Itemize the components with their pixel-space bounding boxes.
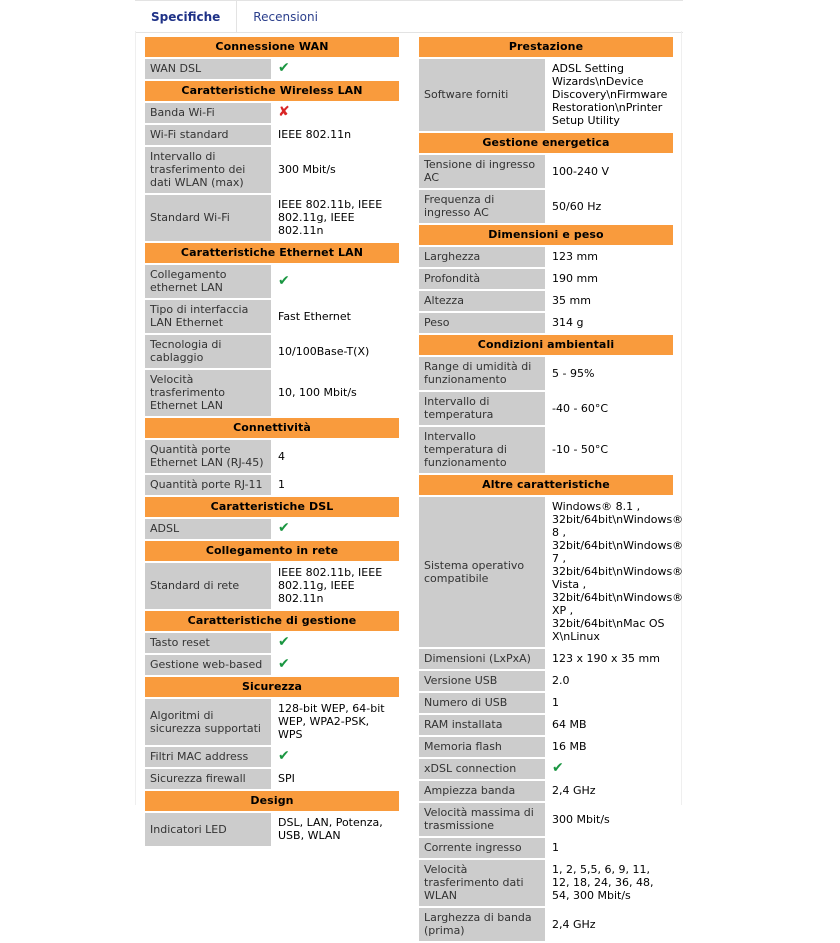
spec-key: Versione USB: [419, 670, 546, 692]
section-title: Connessione WAN: [145, 37, 399, 58]
spec-value: 300 Mbit/s: [272, 146, 399, 194]
spec-key: Intervallo di trasferimento dei dati WLAN (max): [145, 146, 272, 194]
spec-value: 123 x 190 x 35 mm: [546, 648, 673, 670]
spec-key: Velocità massima di trasmissione: [419, 802, 546, 837]
check-icon: ✔: [278, 60, 290, 76]
spec-value: [272, 654, 399, 676]
spec-value: ADSL Setting Wizards\nDevice Discovery\nFirmware Restoration\nPrinter Setup Utility: [546, 58, 673, 132]
spec-value: -40 - 60°C: [546, 391, 673, 426]
spec-row: [419, 837, 673, 859]
spec-value: 128-bit WEP, 64-bit WEP, WPA2-PSK, WPS: [272, 698, 399, 746]
section-title: Caratteristiche Ethernet LAN: [145, 242, 399, 264]
spec-key: Larghezza: [419, 246, 546, 268]
spec-value: 100-240 V: [546, 154, 673, 189]
spec-value: 190 mm: [546, 268, 673, 290]
spec-row: [145, 812, 399, 847]
section-title: Dimensioni e peso: [419, 224, 673, 246]
spec-key: Gestione web-based: [145, 654, 272, 676]
spec-row: [145, 264, 399, 299]
spec-key: WAN DSL: [145, 58, 272, 80]
spec-value: 50/60 Hz: [546, 189, 673, 224]
spec-row: [419, 692, 673, 714]
spec-row: [145, 124, 399, 146]
spec-row: [145, 369, 399, 417]
spec-value: IEEE 802.11b, IEEE 802.11g, IEEE 802.11n: [272, 194, 399, 242]
spec-row: [419, 780, 673, 802]
spec-value: 64 MB: [546, 714, 673, 736]
section-header-row: [145, 80, 399, 102]
spec-key: Larghezza di banda (prima): [419, 907, 546, 942]
spec-value: [272, 632, 399, 654]
spec-key: Standard Wi-Fi: [145, 194, 272, 242]
spec-key: Software forniti: [419, 58, 546, 132]
section-header-row: [145, 417, 399, 439]
spec-key: Velocità trasferimento dati WLAN: [419, 859, 546, 907]
spec-key: Tensione di ingresso AC: [419, 154, 546, 189]
spec-key: Numero di USB: [419, 692, 546, 714]
spec-row: [419, 356, 673, 391]
spec-value: DSL, LAN, Potenza, USB, WLAN: [272, 812, 399, 847]
spec-key: Sicurezza firewall: [145, 768, 272, 790]
spec-value: 2.0: [546, 670, 673, 692]
section-header-row: [145, 676, 399, 698]
spec-row: [419, 246, 673, 268]
spec-value: 1: [272, 474, 399, 496]
spec-row: [419, 802, 673, 837]
spec-value: [272, 102, 399, 124]
section-title: Design: [145, 790, 399, 812]
spec-key: Tasto reset: [145, 632, 272, 654]
section-header-row: [419, 224, 673, 246]
spec-row: [145, 146, 399, 194]
spec-row: [419, 648, 673, 670]
specs-table-left: [145, 37, 399, 848]
spec-row: [145, 334, 399, 369]
spec-value: 4: [272, 439, 399, 474]
spec-value: 10, 100 Mbit/s: [272, 369, 399, 417]
section-header-row: [145, 540, 399, 562]
check-icon: ✔: [278, 520, 290, 536]
spec-row: [145, 102, 399, 124]
check-icon: ✔: [278, 748, 290, 764]
spec-key: Intervallo temperatura di funzionamento: [419, 426, 546, 474]
spec-row: [419, 189, 673, 224]
spec-row: [145, 58, 399, 80]
spec-value: [272, 518, 399, 540]
spec-key: Profondità: [419, 268, 546, 290]
spec-row: [419, 391, 673, 426]
tab-recensioni[interactable]: Recensioni: [253, 9, 318, 24]
check-icon: ✔: [278, 272, 290, 289]
spec-key: Filtri MAC address: [145, 746, 272, 768]
spec-key: Tipo di interfaccia LAN Ethernet: [145, 299, 272, 334]
section-header-row: [419, 132, 673, 154]
spec-row: [145, 654, 399, 676]
spec-row: [419, 670, 673, 692]
spec-key: Quantità porte RJ-11: [145, 474, 272, 496]
section-header-row: [145, 790, 399, 812]
spec-value: 2,4 GHz: [546, 780, 673, 802]
spec-key: Dimensioni (LxPxA): [419, 648, 546, 670]
spec-row: [145, 518, 399, 540]
spec-value: 10/100Base-T(X): [272, 334, 399, 369]
spec-value: SPI: [272, 768, 399, 790]
spec-value: 5 - 95%: [546, 356, 673, 391]
spec-key: Altezza: [419, 290, 546, 312]
spec-key: Tecnologia di cablaggio: [145, 334, 272, 369]
spec-value: 1: [546, 837, 673, 859]
section-header-row: [419, 334, 673, 356]
check-icon: ✔: [552, 760, 564, 776]
spec-row: [419, 426, 673, 474]
section-title: Caratteristiche di gestione: [145, 610, 399, 632]
section-header-row: [145, 242, 399, 264]
specs-column-right: [419, 37, 684, 943]
specs-table-right: [419, 37, 684, 943]
spec-value: 1: [546, 692, 673, 714]
spec-key: Velocità trasferimento Ethernet LAN: [145, 369, 272, 417]
spec-key: Banda Wi-Fi: [145, 102, 272, 124]
spec-value: [272, 264, 399, 299]
section-title: Gestione energetica: [419, 132, 673, 154]
spec-value: 300 Mbit/s: [546, 802, 673, 837]
section-header-row: [145, 496, 399, 518]
spec-value: -10 - 50°C: [546, 426, 673, 474]
section-title: Condizioni ambientali: [419, 334, 673, 356]
spec-value: 35 mm: [546, 290, 673, 312]
spec-row: [419, 154, 673, 189]
spec-key: xDSL connection: [419, 758, 546, 780]
spec-value: 16 MB: [546, 736, 673, 758]
spec-key: Peso: [419, 312, 546, 334]
spec-key: Algoritmi di sicurezza supportati: [145, 698, 272, 746]
section-title: Connettività: [145, 417, 399, 439]
spec-key: ADSL: [145, 518, 272, 540]
spec-row: [145, 746, 399, 768]
spec-value: 2,4 GHz: [546, 907, 673, 942]
spec-row: [419, 907, 673, 942]
spec-row: [419, 714, 673, 736]
spec-row: [419, 268, 673, 290]
cross-icon: ✘: [278, 104, 290, 120]
spec-row: [145, 632, 399, 654]
spec-row: [419, 736, 673, 758]
spec-row: [419, 312, 673, 334]
tab-bar: [135, 0, 683, 33]
spec-row: [145, 194, 399, 242]
tab-list: [135, 1, 683, 33]
spec-row: [145, 299, 399, 334]
spec-row: [419, 496, 673, 648]
spec-key: Collegamento ethernet LAN: [145, 264, 272, 299]
section-title: Caratteristiche Wireless LAN: [145, 80, 399, 102]
spec-row: [419, 859, 673, 907]
spec-row: [145, 562, 399, 610]
spec-row: [419, 58, 673, 132]
spec-key: Corrente ingresso: [419, 837, 546, 859]
spec-value: 123 mm: [546, 246, 673, 268]
spec-key: Memoria flash: [419, 736, 546, 758]
spec-key: Range di umidità di funzionamento: [419, 356, 546, 391]
spec-key: Wi-Fi standard: [145, 124, 272, 146]
spec-key: RAM installata: [419, 714, 546, 736]
section-title: Prestazione: [419, 37, 673, 58]
spec-value: IEEE 802.11n: [272, 124, 399, 146]
spec-value: [272, 746, 399, 768]
spec-value: IEEE 802.11b, IEEE 802.11g, IEEE 802.11n: [272, 562, 399, 610]
spec-value: [272, 58, 399, 80]
spec-row: [145, 768, 399, 790]
spec-key: Ampiezza banda: [419, 780, 546, 802]
section-title: Collegamento in rete: [145, 540, 399, 562]
spec-key: Indicatori LED: [145, 812, 272, 847]
section-header-row: [419, 474, 673, 496]
section-header-row: [419, 37, 673, 58]
spec-row: [145, 439, 399, 474]
section-header-row: [145, 37, 399, 58]
spec-key: Sistema operativo compatibile: [419, 496, 546, 648]
spec-row: [145, 474, 399, 496]
section-header-row: [145, 610, 399, 632]
spec-row: [419, 758, 673, 780]
spec-value: [546, 758, 673, 780]
specs-columns: [145, 37, 684, 943]
spec-value: 1, 2, 5,5, 6, 9, 11, 12, 18, 24, 36, 48, 54, 300 Mbit/s: [546, 859, 673, 907]
section-title: Altre caratteristiche: [419, 474, 673, 496]
spec-row: [145, 698, 399, 746]
spec-value: 314 g: [546, 312, 673, 334]
spec-row: [419, 290, 673, 312]
section-title: Caratteristiche DSL: [145, 496, 399, 518]
check-icon: ✔: [278, 634, 290, 650]
spec-value: Windows® 8.1 , 32bit/64bit\nWindows® 8 , 32bit/64bit\nWindows® 7 , 32bit/64bit\nWindows® Vista , 32bit/64bit\nWindows® XP , 32bit/64bit\nMac OS X\nLinux: [546, 496, 673, 648]
section-title: Sicurezza: [145, 676, 399, 698]
spec-value: Fast Ethernet: [272, 299, 399, 334]
check-icon: ✔: [278, 656, 290, 672]
spec-key: Standard di rete: [145, 562, 272, 610]
spec-key: Frequenza di ingresso AC: [419, 189, 546, 224]
spec-key: Quantità porte Ethernet LAN (RJ-45): [145, 439, 272, 474]
spec-key: Intervallo di temperatura: [419, 391, 546, 426]
specs-column-left: [145, 37, 399, 848]
tab-specifiche[interactable]: Specifiche: [135, 1, 237, 32]
